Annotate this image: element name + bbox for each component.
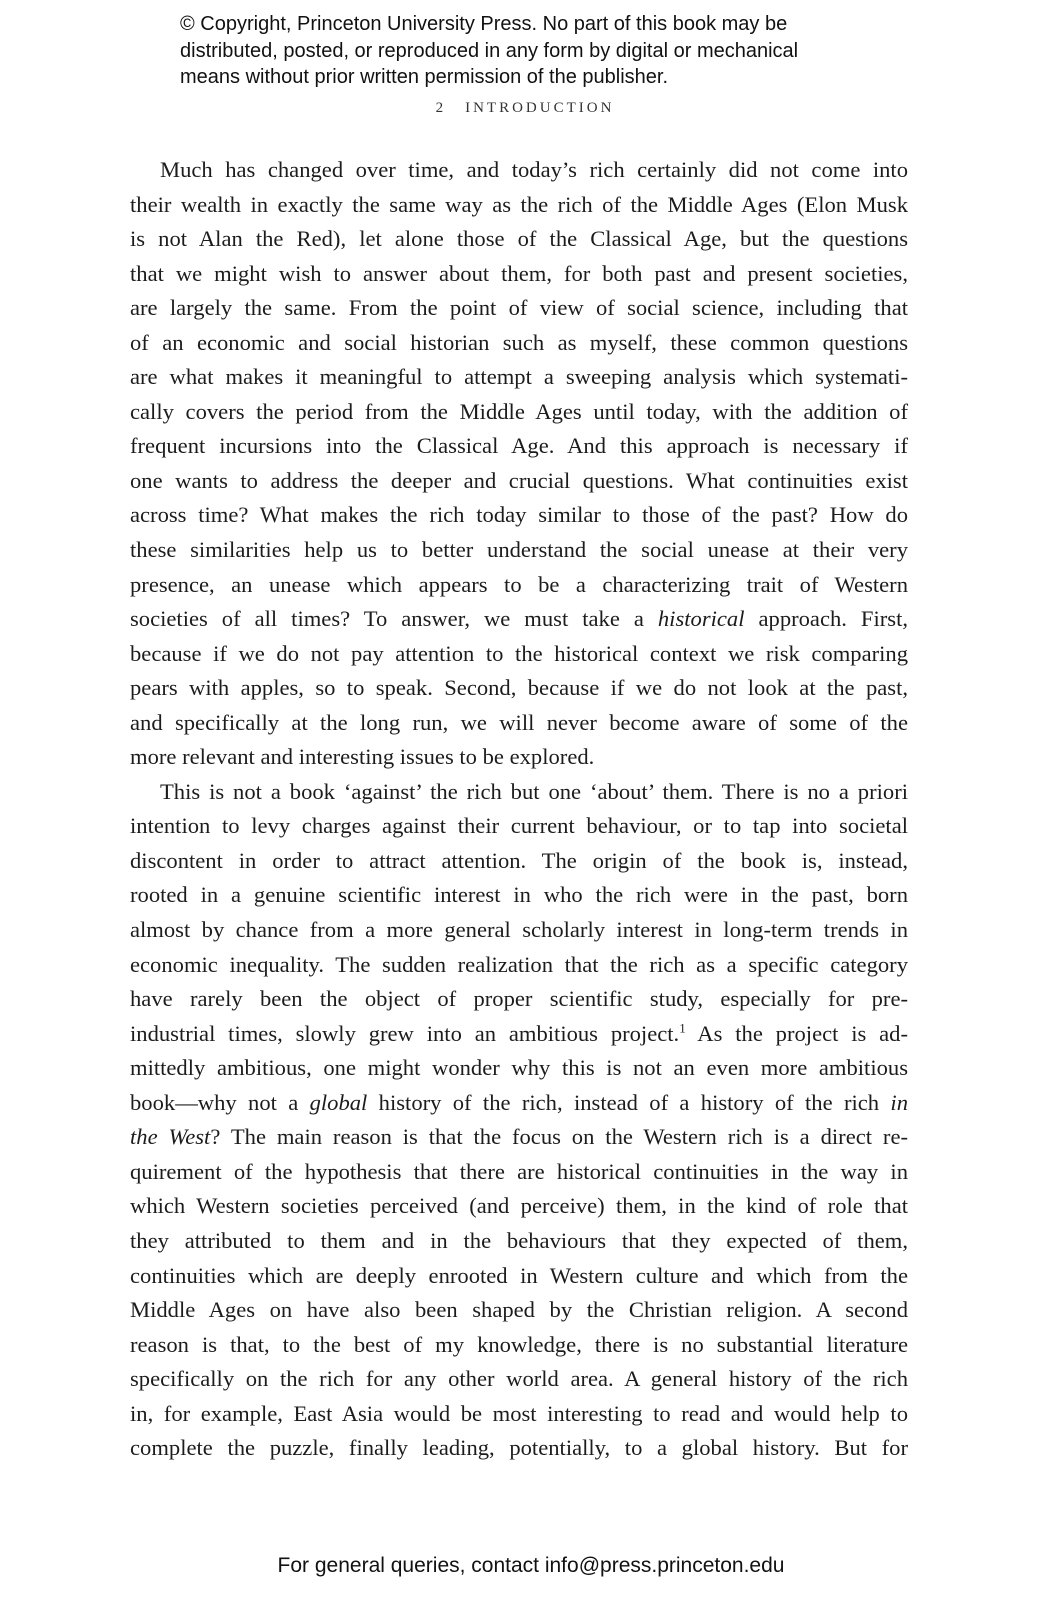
text-line (130, 706, 908, 741)
text-line (130, 464, 908, 499)
body-text (130, 153, 908, 1466)
text-segment: across time? What makes the rich today similar to those of the past? How do (130, 502, 908, 528)
text-segment: is not Alan the Red), let alone those of the Classical Age, but the questions (130, 226, 908, 252)
italic-text: global (309, 1089, 368, 1115)
text-segment: they attributed to them and in the behaviours that they expected of them, (130, 1227, 908, 1253)
text-line (130, 671, 908, 706)
italic-text: in (890, 1089, 908, 1115)
text-line (130, 844, 908, 879)
copyright-line: means without prior written permission of the publisher. (180, 66, 669, 88)
text-segment: one wants to address the deeper and crucial questions. What continuities exist (130, 467, 908, 493)
text-segment: pears with apples, so to speak. Second, because if we do not look at the past, (130, 675, 908, 701)
text-segment: complete the puzzle, finally leading, potentially, to a global history. But for (130, 1435, 908, 1461)
text-segment: that we might wish to answer about them, for both past and present societies, (130, 260, 908, 286)
text-line (130, 1086, 908, 1121)
text-segment: intention to levy charges against their current behaviour, or to tap into societal (130, 813, 908, 839)
text-line (130, 1120, 908, 1155)
text-line (130, 1189, 908, 1224)
text-segment: and specifically at the long run, we will never become aware of some of the (130, 709, 908, 735)
text-line (130, 1051, 908, 1086)
text-segment: This is not a book ‘against’ the rich but one ‘about’ them. There is no a priori (160, 778, 908, 804)
text-segment: specifically on the rich for any other world area. A general history of the rich (130, 1366, 908, 1392)
text-segment: quirement of the hypothesis that there are historical continuities in the way in (130, 1158, 908, 1184)
text-line (130, 913, 908, 948)
text-segment: which Western societies perceived (and perceive) them, in the kind of role that (130, 1193, 908, 1219)
text-line (130, 395, 908, 430)
text-line (130, 257, 908, 292)
text-line (130, 637, 908, 672)
text-segment: are largely the same. From the point of view of social science, including that (130, 295, 908, 321)
text-line (130, 1431, 908, 1466)
italic-text: historical (657, 606, 745, 632)
text-segment: presence, an unease which appears to be a characterizing trait of Western (130, 571, 908, 597)
text-line (130, 602, 908, 637)
text-line (130, 291, 908, 326)
text-segment: of an economic and social historian such as myself, these common questions (130, 329, 908, 355)
text-segment: almost by chance from a more general scholarly interest in long-term trends in (130, 917, 908, 943)
text-segment: because if we do not pay attention to the historical context we risk comparing (130, 640, 908, 666)
text-segment: As the project is ad- (685, 1020, 909, 1046)
text-segment: are what makes it meaningful to attempt a sweeping analysis which systemati- (130, 364, 908, 390)
text-segment: history of the rich, instead of a history of the rich (367, 1089, 891, 1115)
text-segment: Much has changed over time, and today’s rich certainly did not come into (160, 157, 908, 182)
copyright-line: © Copyright, Princeton University Press. No part of this book may be (180, 13, 788, 35)
text-segment: their wealth in exactly the same way as the rich of the Middle Ages (Elon Musk (130, 191, 908, 217)
text-line (130, 429, 908, 464)
copyright-notice (180, 11, 798, 91)
chapter-title: INTRODUCTION (465, 100, 615, 116)
text-segment: book—why not a (130, 1089, 310, 1115)
text-line (130, 498, 908, 533)
text-line (130, 222, 908, 257)
text-segment: these similarities help us to better understand the social unease at their very (130, 537, 908, 563)
running-head (0, 100, 1050, 117)
text-segment: ? The main reason is that the focus on the Western rich is a direct re- (210, 1124, 908, 1150)
text-line (130, 188, 908, 223)
text-segment: cally covers the period from the Middle Ages until today, with the addition of (130, 398, 908, 424)
text-line (130, 1362, 908, 1397)
italic-text: the West (130, 1124, 211, 1150)
text-line (130, 326, 908, 361)
text-segment: in, for example, East Asia would be most interesting to read and would help to (130, 1400, 908, 1426)
copyright-line: distributed, posted, or reproduced in any form by digital or mechanical (180, 39, 799, 62)
text-line (130, 1397, 908, 1432)
text-segment: approach. First, (744, 606, 909, 632)
footnote-marker: 1 (679, 1020, 686, 1036)
text-segment: reason is that, to the best of my knowledge, there is no substantial literature (130, 1331, 908, 1357)
text-segment: rooted in a genuine scientific interest in who the rich were in the past, born (130, 882, 908, 908)
text-segment: continuities which are deeply enrooted in Western culture and which from the (130, 1262, 908, 1288)
text-line (130, 1017, 908, 1052)
footer-contact: For general queries, contact info@press.princeton.edu (277, 1554, 785, 1577)
text-segment: Middle Ages on have also been shaped by the Christian religion. A second (130, 1297, 908, 1323)
text-segment: industrial times, slowly grew into an ambitious project. (130, 1020, 680, 1046)
text-segment: mittedly ambitious, one might wonder why this is not an even more ambitious (130, 1055, 908, 1081)
text-line (130, 948, 908, 983)
text-segment: more relevant and interesting issues to be explored. (130, 744, 595, 770)
text-line (130, 153, 908, 188)
text-line (130, 533, 908, 568)
text-line (130, 878, 908, 913)
text-line (130, 568, 908, 603)
text-segment: discontent in order to attract attention. The origin of the book is, instead, (130, 847, 908, 873)
text-segment: have rarely been the object of proper scientific study, especially for pre- (130, 986, 908, 1012)
text-line (130, 1155, 908, 1190)
text-segment: frequent incursions into the Classical Age. And this approach is necessary if (130, 433, 908, 459)
text-segment: societies of all times? To answer, we must take a (130, 606, 658, 632)
text-line (130, 1328, 908, 1363)
text-segment: economic inequality. The sudden realization that the rich as a specific category (130, 951, 908, 977)
text-line (130, 1293, 908, 1328)
text-line (130, 360, 908, 395)
text-line (130, 1259, 908, 1294)
text-line (130, 982, 908, 1017)
text-line (130, 809, 908, 844)
text-line (130, 740, 908, 775)
text-line (130, 775, 908, 810)
text-line (130, 1224, 908, 1259)
page-number: 2 (435, 100, 444, 116)
